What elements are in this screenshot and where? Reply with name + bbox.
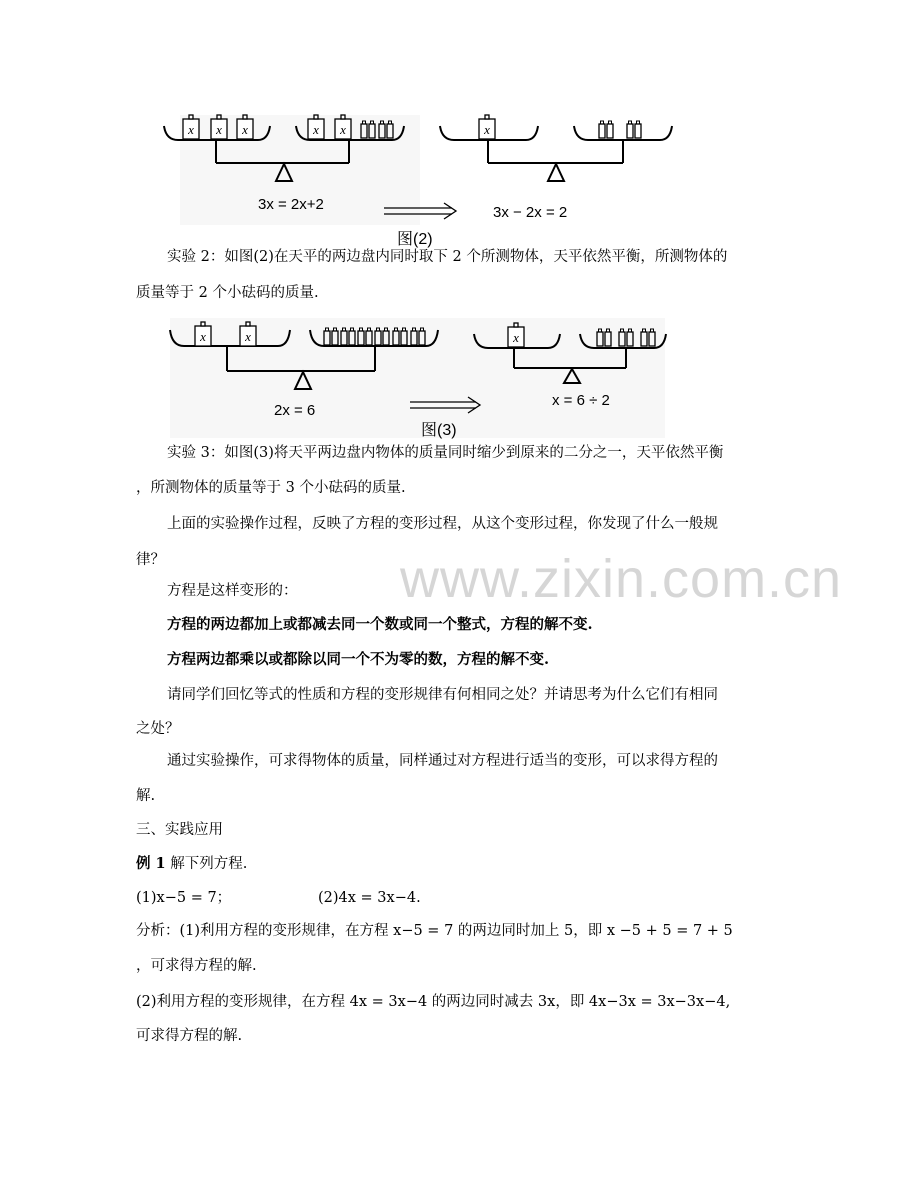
recall-text: 之处？ (136, 721, 180, 737)
solve-text: 解. (136, 788, 156, 804)
equation-left: 3x = 2x+2 (258, 196, 324, 213)
figure-3 (170, 318, 666, 439)
equation-left: 2x = 6 (274, 402, 316, 419)
x-label: x (188, 122, 194, 137)
balance-right (440, 126, 672, 181)
x-label: x (245, 329, 251, 344)
experiment2-text: 质量等于 2 个小砝码的质量. (136, 285, 319, 301)
equation-right: 3x − 2x = 2 (493, 204, 568, 221)
question-text: 上面的实验操作过程，反映了方程的变形过程，从这个变形过程，你发现了什么一般规 (167, 516, 718, 532)
experiment3-text: ，所测物体的质量等于 3 个小砝码的质量. (136, 480, 406, 496)
intro-text: 方程是这样变形的： (167, 583, 298, 599)
question-text: 律？ (136, 552, 165, 568)
equation-right: x = 6 ÷ 2 (552, 392, 610, 409)
x-label: x (313, 122, 319, 137)
x-label: x (513, 330, 519, 345)
experiment2-text: 实验 2：如图(2)在天平的两边盘内同时取下 2 个所测物体，天平依然平衡，所测物体的 (167, 249, 728, 265)
analysis-text: 分析：(1)利用方程的变形规律，在方程 x−5 = 7 的两边同时加上 5，即 x −5 + 5 = 7 + 5 (136, 923, 733, 939)
analysis-text: (2)利用方程的变形规律，在方程 4x = 3x−4 的两边同时减去 3x，即 4x−3x = 3x−3x−4, (136, 994, 731, 1010)
example-text: 解下列方程. (165, 856, 248, 872)
equation-2: (2)4x = 3x−4. (318, 890, 421, 906)
solve-text: 通过实验操作，可求得物体的质量，同样通过对方程进行适当的变形，可以求得方程的 (167, 753, 718, 769)
figure-caption: 图(3) (421, 422, 457, 439)
x-label: x (484, 122, 490, 137)
balance-figures (0, 0, 920, 450)
x-label: x (242, 122, 248, 137)
recall-text: 请同学们回忆等式的性质和方程的变形规律有何相同之处？并请思考为什么它们有相同 (167, 687, 718, 703)
equation-1: (1)x−5 = 7； (136, 890, 232, 906)
example-label: 例 1 (136, 855, 166, 872)
example-heading (136, 854, 247, 874)
x-label: x (200, 329, 206, 344)
rule-2: 方程两边都乘以或都除以同一个不为零的数，方程的解不变. (167, 651, 550, 668)
analysis-text: 可求得方程的解. (136, 1028, 243, 1044)
experiment3-text: 实验 3：如图(3)将天平两边盘内物体的质量同时缩少到原来的二分之一，天平依然平衡 (167, 445, 724, 461)
rule-1: 方程的两边都加上或都减去同一个数或同一个整式，方程的解不变. (167, 616, 593, 633)
figure-2 (164, 115, 672, 248)
analysis-text: ，可求得方程的解. (136, 958, 257, 974)
x-label: x (216, 122, 222, 137)
figure-caption: 图(2) (397, 231, 433, 248)
watermark: www.zixin.com.cn (400, 549, 843, 609)
x-label: x (340, 122, 346, 137)
section-heading: 三、实践应用 (136, 822, 223, 838)
weights (599, 121, 641, 138)
